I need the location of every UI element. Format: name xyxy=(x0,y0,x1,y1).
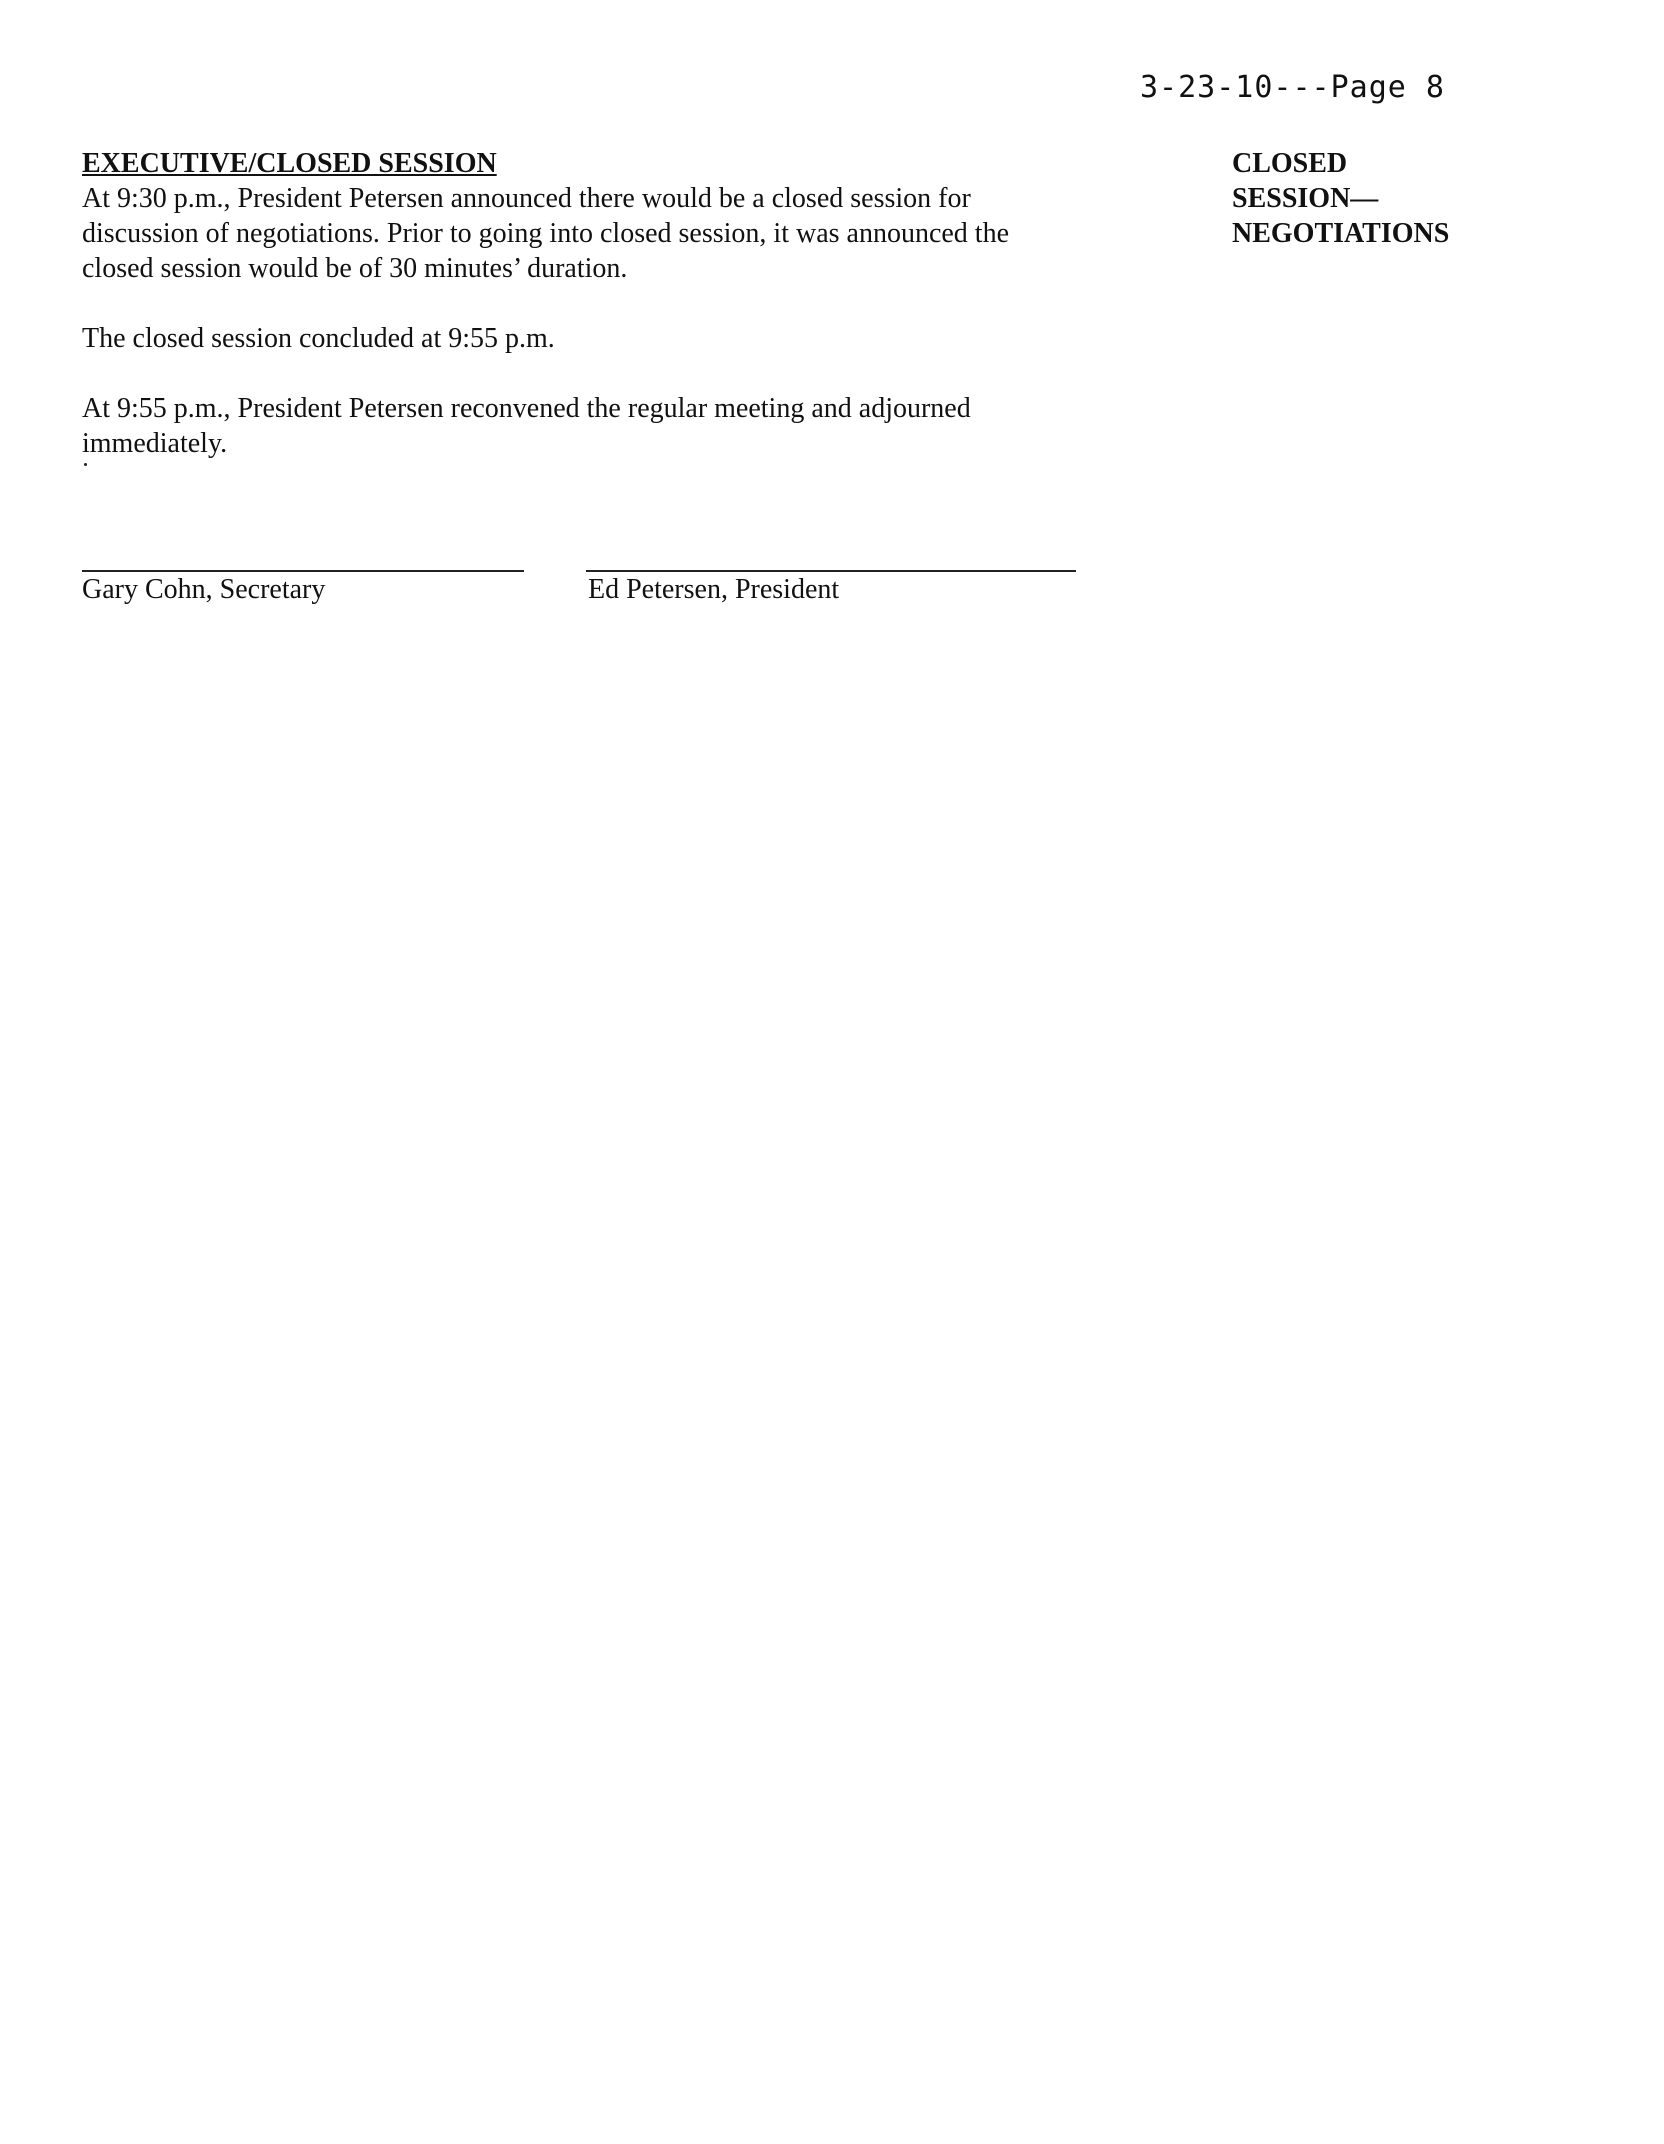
main-column xyxy=(82,146,1162,461)
paragraph1-line-1: At 9:30 p.m., President Petersen announced there would be a closed session for xyxy=(82,183,971,214)
margin-note xyxy=(1232,146,1449,251)
paragraph1-line-2: discussion of negotiations. Prior to going into closed session, it was announced the xyxy=(82,218,1010,249)
page-header-reference: 3-23-10---Page 8 xyxy=(1140,70,1445,105)
margin-note-line-2: SESSION— xyxy=(1232,183,1379,214)
paragraph3-line-1: At 9:55 p.m., President Petersen reconvened the regular meeting and adjourned xyxy=(82,393,971,424)
paragraph1-line-3: closed session would be of 30 minutes’ duration. xyxy=(82,253,628,284)
paragraph-meeting-adjourned xyxy=(82,391,1162,461)
stray-dot xyxy=(84,463,87,466)
signature-label-secretary: Gary Cohn, Secretary xyxy=(82,574,326,605)
margin-note-line-3: NEGOTIATIONS xyxy=(1232,218,1450,249)
section-heading: EXECUTIVE/CLOSED SESSION xyxy=(82,148,497,179)
margin-note-line-1: CLOSED xyxy=(1232,148,1348,179)
paragraph-session-concluded: The closed session concluded at 9:55 p.m. xyxy=(82,323,555,354)
signature-label-president: Ed Petersen, President xyxy=(588,574,840,605)
paragraph3-line-2: immediately. xyxy=(82,428,228,459)
paragraph-closed-session-announcement xyxy=(82,181,1162,286)
